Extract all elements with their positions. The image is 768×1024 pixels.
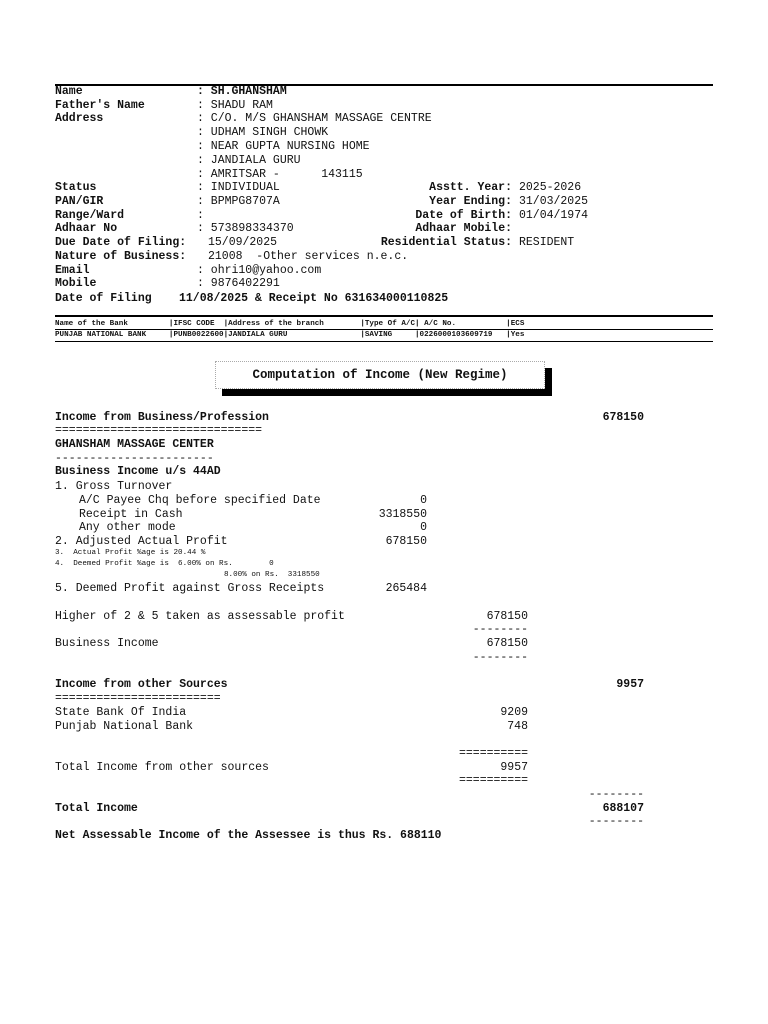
total-dash-bottom: --------: [588, 815, 644, 828]
payee-value: 0: [420, 494, 427, 507]
label-mobile: Mobile: [55, 277, 97, 290]
address-line: : JANDIALA GURU: [197, 154, 301, 167]
other-heading: Income from other Sources: [55, 678, 228, 691]
bank-data-row: PUNJAB NATIONAL BANK |PUNB0022600|JANDIALA GURU |SAVING |0226000103609719 |Yes: [55, 331, 525, 339]
label-pan: PAN/GIR: [55, 195, 104, 208]
value-nature: 21008 -Other services n.e.c.: [208, 250, 409, 263]
value-mobile: : 9876402291: [197, 277, 280, 290]
cash-label: Receipt in Cash: [79, 508, 183, 521]
label-address: Address: [55, 112, 104, 125]
gross-turnover: 1. Gross Turnover: [55, 480, 173, 493]
value-status: : INDIVIDUAL: [197, 181, 280, 194]
label-asst-year: Asstt. Year:: [429, 181, 512, 194]
adjusted-profit-label: 2. Adjusted Actual Profit: [55, 535, 228, 548]
bank-rule-mid: [55, 329, 713, 330]
deemed-profit-pct: 4. Deemed Profit %age is 6.00% on Rs. 0: [55, 560, 274, 568]
label-aadhaar: Adhaar No: [55, 222, 118, 235]
label-range: Range/Ward: [55, 209, 125, 222]
firm-underline: -----------------------: [55, 452, 214, 465]
other-item-label: Punjab National Bank: [55, 720, 194, 733]
higher-value: 678150: [486, 610, 528, 623]
label-email: Email: [55, 264, 90, 277]
other-eq-bottom: ==========: [458, 774, 528, 787]
value-pan: : BPMPG8707A: [197, 195, 280, 208]
value-email: : ohri10@yahoo.com: [197, 264, 322, 277]
other-eq-top: ==========: [458, 747, 528, 760]
other-mode-label: Any other mode: [79, 521, 176, 534]
bank-rule-top: [55, 315, 713, 317]
business-sub: Business Income u/s 44AD: [55, 465, 221, 478]
address-line: : C/O. M/S GHANSHAM MASSAGE CENTRE: [197, 112, 432, 125]
business-income-value: 678150: [486, 637, 528, 650]
deemed-profit-pct-2: 8.00% on Rs. 3318550: [224, 571, 320, 579]
other-mode-value: 0: [420, 521, 427, 534]
bank-rule-bottom: [55, 341, 713, 342]
other-item-label: State Bank Of India: [55, 706, 187, 719]
actual-profit-pct: 3. Actual Profit %age is 20.44 %: [55, 549, 206, 557]
value-res-status: RESIDENT: [519, 236, 575, 249]
value-dob: 01/04/1974: [519, 209, 589, 222]
business-underline: ==============================: [55, 424, 263, 437]
address-line: : UDHAM SINGH CHOWK: [197, 126, 329, 139]
value-asst-year: 2025-2026: [519, 181, 582, 194]
business-income-dash: --------: [472, 651, 528, 664]
other-item-value: 9209: [500, 706, 528, 719]
other-total-label: Total Income from other sources: [55, 761, 269, 774]
other-item-value: 748: [507, 720, 528, 733]
total-dash-top: --------: [588, 788, 644, 801]
business-income-label: Business Income: [55, 637, 159, 650]
value-due-date: 15/09/2025: [208, 236, 278, 249]
label-dob: Date of Birth:: [415, 209, 512, 222]
higher-label: Higher of 2 & 5 taken as assessable profit: [55, 610, 345, 623]
label-father: Father's Name: [55, 99, 145, 112]
address-line: : NEAR GUPTA NURSING HOME: [197, 140, 370, 153]
label-aadhaar-mobile: Adhaar Mobile:: [415, 222, 512, 235]
value-father: : SHADU RAM: [197, 99, 273, 112]
net-assessable: Net Assessable Income of the Assessee is thus Rs. 688110: [55, 829, 442, 842]
other-total-value: 9957: [500, 761, 528, 774]
firm-name: GHANSHAM MASSAGE CENTER: [55, 438, 214, 451]
label-status: Status: [55, 181, 97, 194]
payee-label: A/C Payee Chq before specified Date: [79, 494, 321, 507]
value-range: :: [197, 209, 204, 222]
value-name: : SH.GHANSHAM: [197, 85, 287, 98]
label-filing: Date of Filing: [55, 292, 152, 305]
other-heading-amount: 9957: [616, 678, 644, 691]
label-year-ending: Year Ending:: [429, 195, 512, 208]
higher-dash: --------: [472, 623, 528, 636]
business-heading-amount: 678150: [602, 411, 644, 424]
label-res-status: Residential Status:: [380, 236, 512, 249]
total-label: Total Income: [55, 802, 138, 815]
label-nature: Nature of Business:: [55, 250, 187, 263]
deemed-profit-label: 5. Deemed Profit against Gross Receipts: [55, 582, 325, 595]
business-heading: Income from Business/Profession: [55, 411, 269, 424]
address-line: : AMRITSAR - 143115: [197, 168, 363, 181]
label-due-date: Due Date of Filing:: [55, 236, 187, 249]
other-underline: ========================: [55, 692, 221, 705]
page-title: Computation of Income (New Regime): [252, 368, 508, 382]
label-name: Name: [55, 85, 83, 98]
bank-header-row: Name of the Bank |IFSC CODE |Address of the branch |Type Of A/C| A/C No. |ECS: [55, 320, 525, 328]
top-rule: [55, 84, 713, 86]
value-year-ending: 31/03/2025: [519, 195, 589, 208]
value-aadhaar: : 573898334370: [197, 222, 294, 235]
deemed-profit-value: 265484: [385, 582, 427, 595]
value-filing: 11/08/2025 & Receipt No 631634000110825: [179, 292, 449, 305]
cash-value: 3318550: [378, 508, 427, 521]
total-value: 688107: [602, 802, 644, 815]
adjusted-profit-value: 678150: [385, 535, 427, 548]
